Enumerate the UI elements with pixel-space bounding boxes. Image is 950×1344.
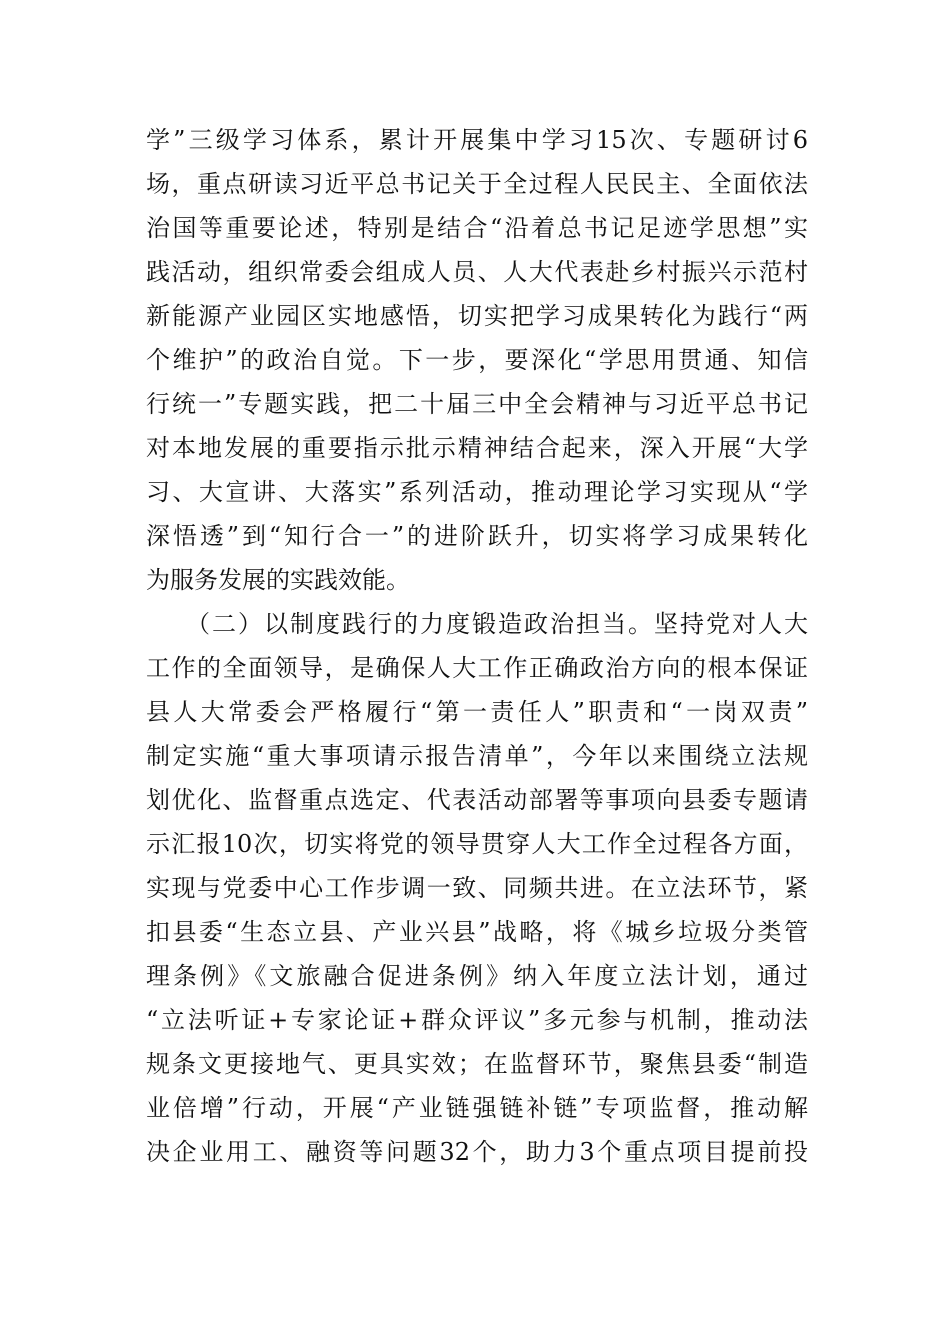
text-line: 个维护”的政治自觉。下一步，要深化“学思用贯通、知信 xyxy=(146,346,808,374)
text-line: 示汇报10次，切实将党的领导贯穿人大工作全过程各方面， xyxy=(146,830,808,858)
text-line: 治国等重要论述，特别是结合“沿着总书记足迹学思想”实 xyxy=(146,214,808,242)
text-line: 行统一”专题实践，把二十届三中全会精神与习近平总书记 xyxy=(146,390,808,418)
paragraph-end-line: 为服务发展的实践效能。 xyxy=(146,566,410,594)
body-text xyxy=(146,118,808,1174)
section-heading-line: （二）以制度践行的力度锻造政治担当。坚持党对人大 xyxy=(146,610,808,638)
text-line: “立法听证+专家论证+群众评议”多元参与机制，推动法 xyxy=(146,1006,808,1034)
text-line: 划优化、监督重点选定、代表活动部署等事项向县委专题请 xyxy=(146,786,808,814)
text-line: 制定实施“重大事项请示报告清单”，今年以来围绕立法规 xyxy=(146,742,808,770)
text-line: 场，重点研读习近平总书记关于全过程人民民主、全面依法 xyxy=(146,170,808,198)
text-line: 实现与党委中心工作步调一致、同频共进。在立法环节，紧 xyxy=(146,874,808,902)
text-line: 新能源产业园区实地感悟，切实把学习成果转化为践行“两 xyxy=(146,302,808,330)
text-line: 学”三级学习体系，累计开展集中学习15次、专题研讨6 xyxy=(146,126,808,154)
text-line: 县人大常委会严格履行“第一责任人”职责和“一岗双责” xyxy=(146,698,808,726)
text-line: 业倍增”行动，开展“产业链强链补链”专项监督，推动解 xyxy=(146,1094,808,1122)
text-line: 习、大宣讲、大落实”系列活动，推动理论学习实现从“学 xyxy=(146,478,808,506)
text-line: 规条文更接地气、更具实效；在监督环节，聚焦县委“制造 xyxy=(146,1050,808,1078)
text-line: 工作的全面领导，是确保人大工作正确政治方向的根本保证 xyxy=(146,654,808,682)
text-line: 决企业用工、融资等问题32个，助力3个重点项目提前投 xyxy=(146,1138,808,1166)
text-line: 理条例》《文旅融合促进条例》纳入年度立法计划，通过 xyxy=(146,962,808,990)
text-line: 对本地发展的重要指示批示精神结合起来，深入开展“大学 xyxy=(146,434,808,462)
text-line: 践活动，组织常委会组成人员、人大代表赴乡村振兴示范村 xyxy=(146,258,808,286)
text-line: 扣县委“生态立县、产业兴县”战略，将《城乡垃圾分类管 xyxy=(146,918,808,946)
text-line: 深悟透”到“知行合一”的进阶跃升，切实将学习成果转化 xyxy=(146,522,808,550)
